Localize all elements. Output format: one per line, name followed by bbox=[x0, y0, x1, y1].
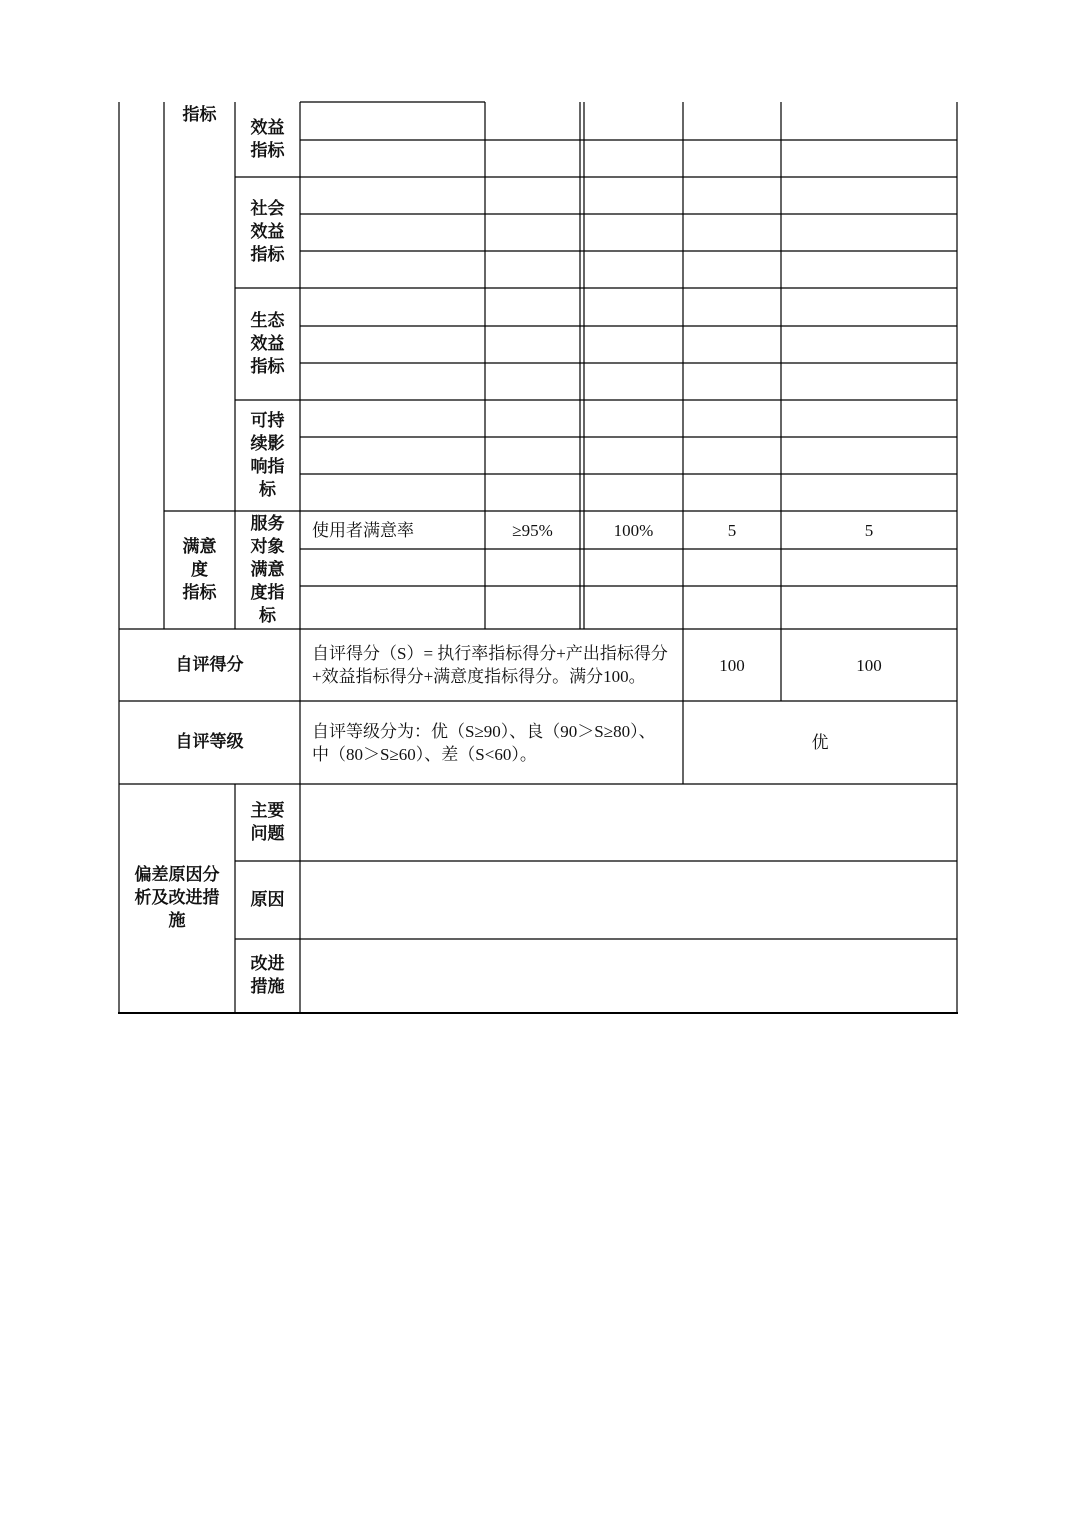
improvement-measures-label: 改进 措施 bbox=[250, 954, 285, 997]
main-problem-value[interactable] bbox=[300, 784, 957, 861]
self-score-formula: 自评得分（S）= 执行率指标得分+产出指标得分+效益指标得分+满意度指标得分。满分100。 bbox=[312, 644, 668, 686]
level2-benefit-label: 指标 bbox=[182, 104, 217, 125]
self-grade-label: 自评等级 bbox=[175, 732, 244, 752]
economic-benefit-label: 效益 指标 bbox=[250, 117, 285, 161]
sustainable-impact-label: 可持 续影 响指 标 bbox=[250, 410, 285, 500]
satisfaction-level2-label: 满意 度 指标 bbox=[182, 536, 217, 603]
self-grade-value: 优 bbox=[811, 733, 829, 752]
satisfaction-weight: 5 bbox=[727, 520, 737, 540]
self-score-label: 自评得分 bbox=[175, 654, 244, 675]
reason-label: 原因 bbox=[250, 889, 285, 910]
ecological-benefit-label: 生态 效益 指标 bbox=[250, 310, 285, 377]
reason-value[interactable] bbox=[300, 861, 957, 939]
main-problem-label: 主要 问题 bbox=[250, 800, 285, 844]
satisfaction-actual: 100% bbox=[613, 520, 654, 540]
satisfaction-level3-label: 服务 对象 满意 度指 标 bbox=[250, 513, 285, 626]
improvement-measures-value[interactable] bbox=[300, 939, 957, 1013]
satisfaction-target: ≥95% bbox=[512, 520, 553, 540]
self-score-full: 100 bbox=[719, 655, 745, 675]
self-score-value: 100 bbox=[856, 655, 882, 675]
satisfaction-indicator: 使用者满意率 bbox=[312, 520, 414, 540]
satisfaction-score: 5 bbox=[864, 520, 874, 540]
social-benefit-label: 社会 效益 指标 bbox=[250, 199, 285, 265]
self-grade-rule: 自评等级分为：优（S≥90）、良（90＞S≥80）、中（80＞S≥60）、差（S<60）。 bbox=[312, 721, 656, 764]
deviation-label: 偏差原因分 析及改进措 施 bbox=[134, 865, 220, 931]
